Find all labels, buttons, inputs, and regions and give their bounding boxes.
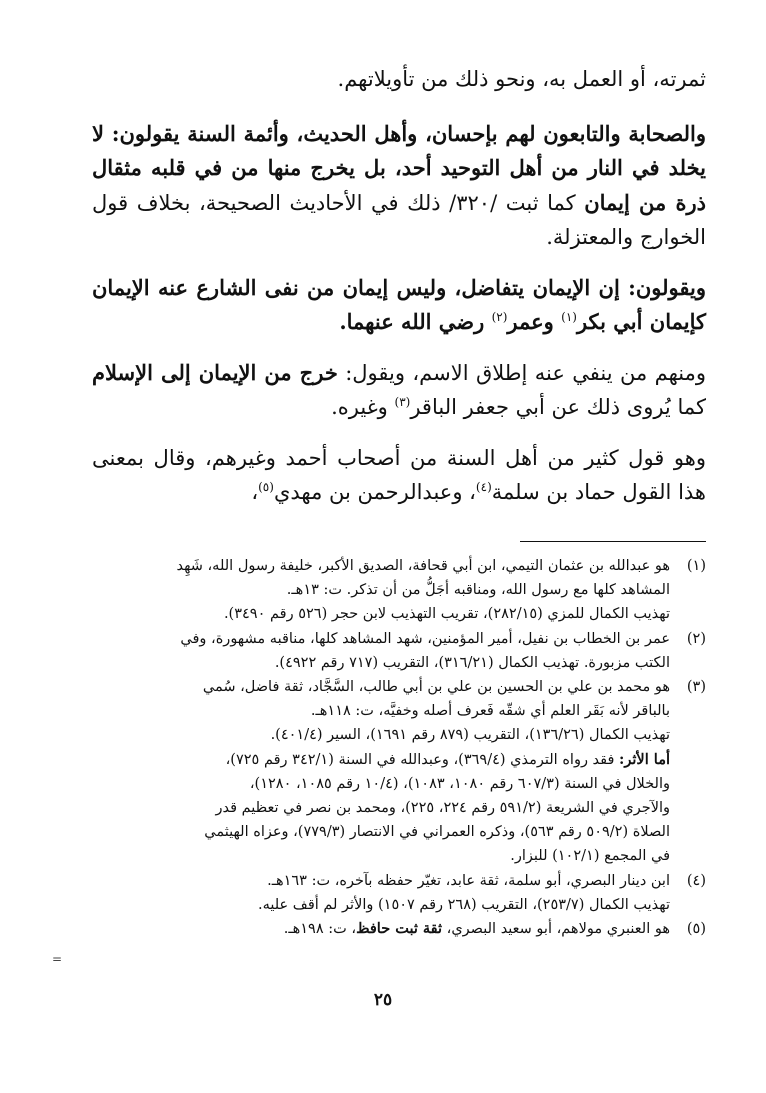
main-text xyxy=(92,62,706,526)
footnote-2 xyxy=(92,627,706,675)
paragraph-5 xyxy=(92,441,706,510)
p2-normal: كما ثبت /٣٢٠/ ذلك في الأحاديث الصحيحة، بخلاف قول الخوارج والمعتزلة. xyxy=(92,190,706,249)
footnote-line: المشاهد كلها مع رسول الله، ومناقبه أجَلُّ من أن تذكر. ت: ١٣هـ. xyxy=(286,582,670,599)
margin-mark: = xyxy=(52,952,63,966)
p1-text: ثمرته، أو العمل به، ونحو ذلك من تأويلاتهم. xyxy=(337,67,706,91)
footnote-ref-2: (٢) xyxy=(491,310,508,324)
footnote-ref-4: (٤) xyxy=(475,480,492,494)
footnote-number: (٢) xyxy=(686,630,706,647)
footnote-body xyxy=(92,627,670,675)
athar-text: فقد رواه الترمذي (٣٦٩/٤)، وعبدالله في السنة (٣٤٢/١ رقم ٧٢٥)، xyxy=(225,751,620,768)
footnote-body xyxy=(92,869,670,917)
footnote-number: (١) xyxy=(686,558,706,574)
footnote-ref-5: (٥) xyxy=(258,480,274,494)
p5-normal-2: ، وعبدالرحمن بن مهدي xyxy=(273,480,476,504)
footnote-line: في المجمع (١٠٢/١) للبزار. xyxy=(510,848,670,865)
footnote-line: عمر بن الخطاب بن نفيل، أمير المؤمنين، شهد المشاهد كلها، مناقبه مشهورة، وفي xyxy=(180,630,670,647)
footnote-separator xyxy=(520,541,706,542)
footnote-line: الصلاة (٥٠٩/٢ رقم ٥٦٣)، وذكره العمراني في الانتصار (٧٧٩/٣)، وعزاه الهيثمي xyxy=(204,824,670,841)
p3-bold-3: رضي الله عنهما. xyxy=(339,309,492,334)
fn5-normal-2: ، ت: ١٩٨هـ. xyxy=(283,921,357,938)
p4-normal-3: وغيره. xyxy=(331,395,395,419)
footnote-line: الكتب مزبورة. تهذيب الكمال (٣١٦/٢١)، التقريب (٧١٧ رقم ٤٩٢٢). xyxy=(274,654,670,671)
paragraph-2 xyxy=(92,117,706,255)
paragraph-1 xyxy=(92,62,706,97)
footnote-line: تهذيب الكمال (١٣٦/٢٦)، التقريب (٨٧٩ رقم ١٦٩١)، السير (٤٠١/٤). xyxy=(270,727,670,744)
footnote-5 xyxy=(92,917,706,941)
footnote-line: تهذيب الكمال (٢٥٣/٧)، التقريب (٢٦٨ رقم ١٥٠٧) والأثر لم أقف عليه. xyxy=(257,896,670,913)
page-number: ٢٥ xyxy=(373,990,393,1010)
footnote-3 xyxy=(92,675,706,869)
footnote-body xyxy=(92,554,670,627)
footnote-ref-3: (٣) xyxy=(394,395,411,409)
p3-bold-1: ويقولون: إن الإيمان يتفاضل، وليس إيمان من نفى الشارع عنه الإيمان كإيمان أبي بكر xyxy=(92,274,706,334)
footnote-number: (٤) xyxy=(686,872,706,889)
paragraph-3 xyxy=(92,271,706,340)
athar-label: أما الأثر: xyxy=(619,750,670,768)
footnote-line: بالباقر لأنه بَقَر العلم أي شقّه فَعرف أصله وخفيَّه، ت: ١١٨هـ. xyxy=(310,703,670,720)
footnote-line: والآجري في الشريعة (٥٩١/٢ رقم ٢٢٤، ٢٢٥)، ومحمد بن نصر في تعظيم قدر xyxy=(215,800,670,817)
p5-normal-1: وهو قول كثير من أهل السنة من أصحاب أحمد وغيرهم، وقال بمعنى هذا القول حماد بن سلمة xyxy=(92,445,706,504)
footnote-ref-1: (١) xyxy=(561,310,577,324)
footnote-4 xyxy=(92,869,706,917)
footnote-body xyxy=(92,917,670,941)
p3-bold-2: وعمر xyxy=(507,309,562,334)
footnote-line: هو عبدالله بن عثمان التيمي، ابن أبي قحافة، الصديق الأكبر، خليفة رسول الله، شَهِد xyxy=(176,558,670,574)
p2-bold: والصحابة والتابعون لهم بإحسان، وأهل الحديث، وأئمة السنة يقولون: لا يخلد في النار من أهل التوحيد أحد، بل يخرج منها من في قلبه مثقال ذرة من إيمان xyxy=(92,120,706,215)
footnote-line xyxy=(92,917,670,941)
footnote-line: والخلال في السنة (٦٠٧/٣ رقم ١٠٨٠، ١٠٨٣)، (١٠/٤ رقم ١٠٨٥، ١٢٨٠)، xyxy=(249,775,670,792)
p4-normal-1: ومنهم من ينفي عنه إطلاق الاسم، ويقول: xyxy=(337,360,706,385)
p4-normal-2: كما يُروى ذلك عن أبي جعفر الباقر xyxy=(410,395,706,419)
fn5-bold: ثقة ثبت حافظ xyxy=(356,920,443,938)
p4-bold: خرج من الإيمان إلى الإسلام xyxy=(92,359,338,385)
footnotes xyxy=(92,554,706,941)
fn5-normal-1: هو العنبري مولاهم، أبو سعيد البصري، xyxy=(442,921,670,938)
footnote-line: هو محمد بن علي بن الحسين بن علي بن أبي طالب، السَّجَّاد، ثقة فاضل، سُمي xyxy=(202,679,670,696)
paragraph-4 xyxy=(92,356,706,425)
footnote-body xyxy=(92,675,670,869)
footnote-line: ابن دينار البصري، أبو سلمة، ثقة عابد، تغيّر حفظه بآخره، ت: ١٦٣هـ. xyxy=(267,872,670,889)
footnote-1 xyxy=(92,554,706,627)
footnote-line: تهذيب الكمال للمزي (٢٨٢/١٥)، تقريب التهذيب لابن حجر (٥٢٦ رقم ٣٤٩٠). xyxy=(223,606,670,623)
athar-line xyxy=(92,748,670,772)
p5-normal-3: ، xyxy=(251,480,259,504)
footnote-number: (٣) xyxy=(686,679,706,696)
footnote-number: (٥) xyxy=(686,921,706,938)
